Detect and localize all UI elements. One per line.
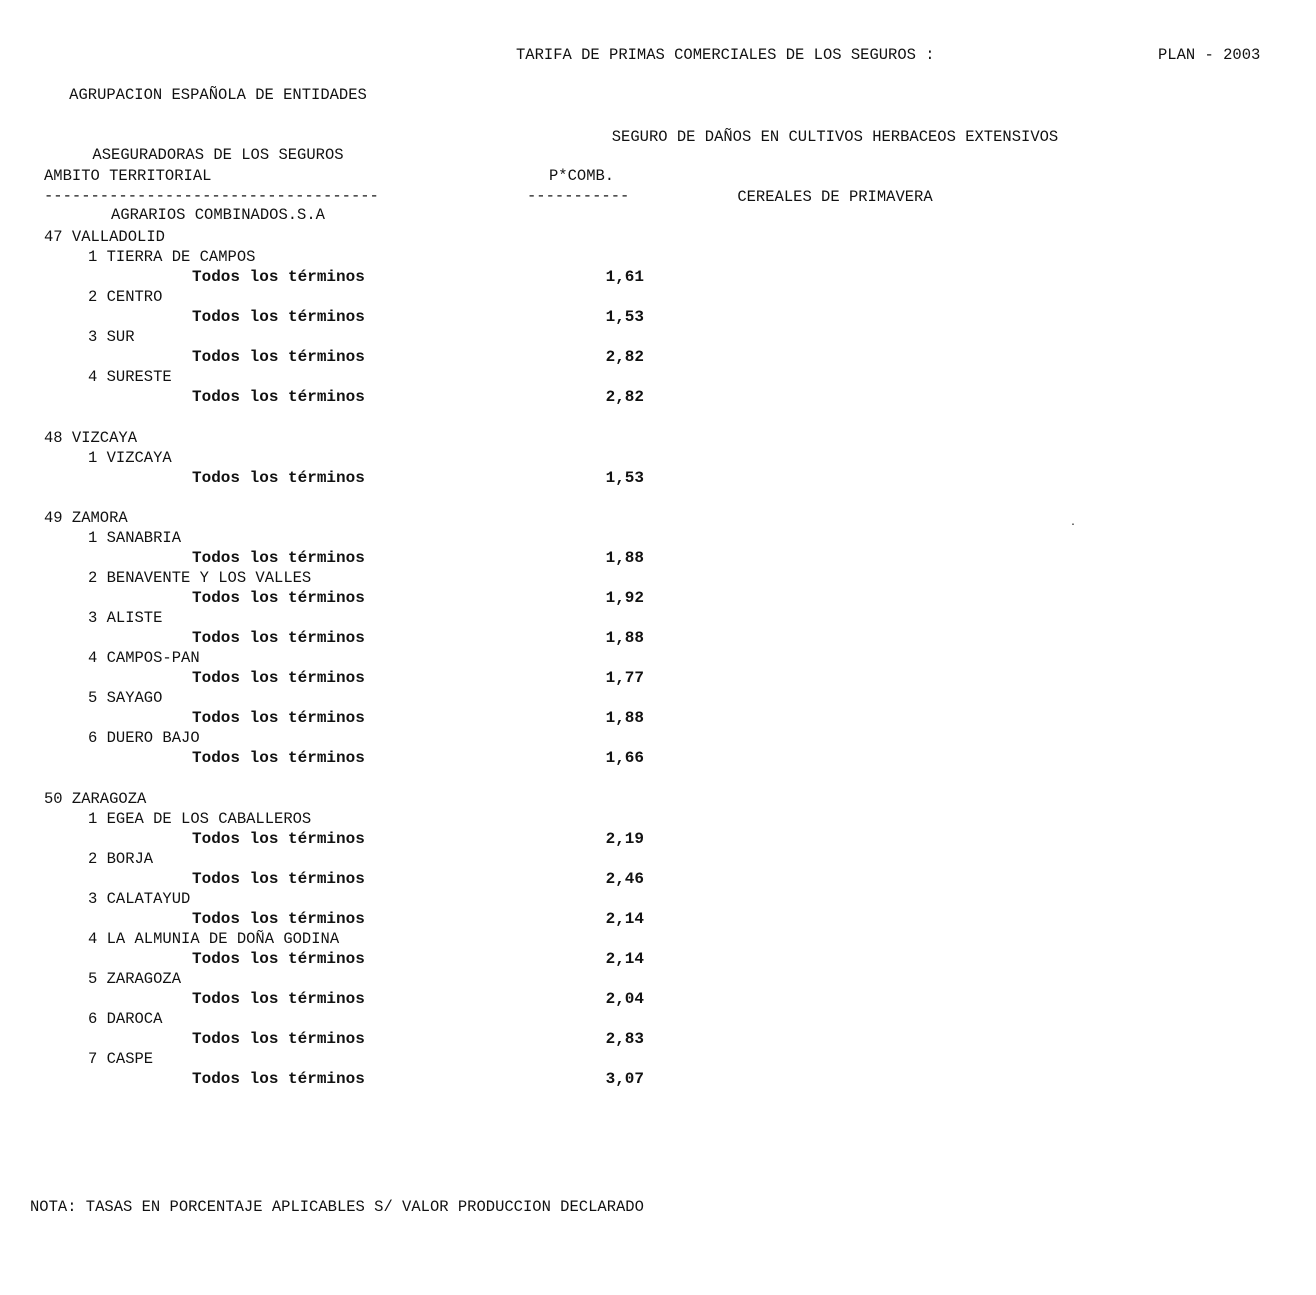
termino-row xyxy=(44,708,744,728)
plan-year: PLAN - 2003 xyxy=(1158,46,1261,64)
org-line-3: AGRARIOS COMBINADOS.S.A xyxy=(111,206,325,224)
termino-row xyxy=(44,1029,744,1049)
province-heading: 50 ZARAGOZA xyxy=(44,789,147,808)
termino-label: Todos los términos xyxy=(192,949,365,968)
section-gap xyxy=(44,488,744,509)
termino-row xyxy=(44,869,744,889)
section-gap xyxy=(44,768,744,789)
column-rule-prima: ----------- xyxy=(527,187,630,205)
termino-label: Todos los términos xyxy=(192,268,365,286)
premium-rate: 1,88 xyxy=(605,629,644,647)
premium-rate: 2,82 xyxy=(605,388,644,406)
comarca-name: 3 SUR xyxy=(88,328,135,346)
termino-row xyxy=(44,307,744,327)
termino-label: Todos los términos xyxy=(192,709,365,727)
termino-label: Todos los términos xyxy=(192,629,365,647)
province-heading: 48 VIZCAYA xyxy=(44,428,138,447)
stray-mark: · xyxy=(1070,520,1077,531)
termino-label: Todos los términos xyxy=(192,589,365,607)
termino-label: Todos los términos xyxy=(192,388,365,406)
comarca-name: 6 DUERO BAJO xyxy=(88,729,200,747)
subtitle-line-2: CEREALES DE PRIMAVERA xyxy=(737,188,933,206)
premium-rate: 2,14 xyxy=(605,949,644,968)
termino-row xyxy=(44,588,744,608)
premium-rate: 1,77 xyxy=(605,669,644,687)
termino-row xyxy=(44,387,744,407)
termino-label: Todos los términos xyxy=(192,829,365,848)
premium-rate: 1,88 xyxy=(605,549,644,567)
comarca-name: 5 SAYAGO xyxy=(88,689,163,707)
premium-rate: 2,14 xyxy=(605,909,644,928)
termino-label: Todos los términos xyxy=(192,669,365,687)
termino-row xyxy=(44,668,744,688)
comarca-name: 1 SANABRIA xyxy=(88,529,182,547)
termino-label: Todos los términos xyxy=(192,1069,365,1088)
termino-label: Todos los términos xyxy=(192,749,365,767)
organization-name xyxy=(32,45,404,245)
termino-label: Todos los términos xyxy=(192,348,365,366)
comarca-name: 3 CALATAYUD xyxy=(88,889,191,908)
column-header-prima: P*COMB. xyxy=(549,167,615,185)
comarca-name: 2 BORJA xyxy=(88,849,154,868)
premium-rate: 2,04 xyxy=(605,989,644,1008)
comarca-name: 4 CAMPOS-PAN xyxy=(88,649,200,667)
termino-row xyxy=(44,628,744,648)
termino-row xyxy=(44,829,744,849)
comarca-name: 4 LA ALMUNIA DE DOÑA GODINA xyxy=(88,929,340,948)
comarca-name: 6 DAROCA xyxy=(88,1009,163,1028)
premium-rate: 1,61 xyxy=(605,268,644,286)
termino-label: Todos los términos xyxy=(192,549,365,567)
column-rule-ambito: ------------------------------------ xyxy=(44,187,379,205)
tariff-list xyxy=(44,227,744,1089)
comarca-name: 1 VIZCAYA xyxy=(88,448,172,467)
premium-rate: 3,07 xyxy=(605,1069,644,1088)
premium-rate: 2,19 xyxy=(605,829,644,848)
comarca-name: 2 CENTRO xyxy=(88,288,163,306)
premium-rate: 2,82 xyxy=(605,348,644,366)
comarca-name: 4 SURESTE xyxy=(88,368,172,386)
termino-row xyxy=(44,468,744,488)
province-heading: 47 VALLADOLID xyxy=(44,228,165,246)
document-title: TARIFA DE PRIMAS COMERCIALES DE LOS SEGUROS : xyxy=(516,46,935,64)
termino-row xyxy=(44,909,744,929)
premium-rate: 1,53 xyxy=(605,468,644,487)
premium-rate: 1,88 xyxy=(605,709,644,727)
subtitle-line-1: SEGURO DE DAÑOS EN CULTIVOS HERBACEOS EXTENSIVOS xyxy=(611,128,1059,146)
termino-row xyxy=(44,1069,744,1089)
termino-label: Todos los términos xyxy=(192,1029,365,1048)
premium-rate: 1,53 xyxy=(605,308,644,326)
termino-label: Todos los términos xyxy=(192,909,365,928)
comarca-name: 5 ZARAGOZA xyxy=(88,969,182,988)
comarca-name: 3 ALISTE xyxy=(88,609,163,627)
termino-row xyxy=(44,347,744,367)
org-line-2: ASEGURADORAS DE LOS SEGUROS xyxy=(92,146,344,164)
comarca-name: 1 TIERRA DE CAMPOS xyxy=(88,248,256,266)
comarca-name: 7 CASPE xyxy=(88,1049,154,1068)
province-heading: 49 ZAMORA xyxy=(44,509,128,527)
section-gap xyxy=(44,407,744,428)
premium-rate: 1,66 xyxy=(605,749,644,767)
termino-row xyxy=(44,548,744,568)
column-header-ambito: AMBITO TERRITORIAL xyxy=(44,167,212,185)
termino-label: Todos los términos xyxy=(192,468,365,487)
document-subtitle xyxy=(530,87,1140,227)
premium-rate: 2,83 xyxy=(605,1029,644,1048)
comarca-name: 1 EGEA DE LOS CABALLEROS xyxy=(88,809,312,828)
footer-note: NOTA: TASAS EN PORCENTAJE APLICABLES S/ VALOR PRODUCCION DECLARADO xyxy=(30,1198,644,1216)
premium-rate: 2,46 xyxy=(605,869,644,888)
org-line-1: AGRUPACION ESPAÑOLA DE ENTIDADES xyxy=(69,86,367,104)
termino-label: Todos los términos xyxy=(192,308,365,326)
termino-row xyxy=(44,748,744,768)
termino-label: Todos los términos xyxy=(192,869,365,888)
termino-row xyxy=(44,949,744,969)
premium-rate: 1,92 xyxy=(605,589,644,607)
comarca-name: 2 BENAVENTE Y LOS VALLES xyxy=(88,569,312,587)
termino-label: Todos los términos xyxy=(192,989,365,1008)
termino-row xyxy=(44,267,744,287)
termino-row xyxy=(44,989,744,1009)
